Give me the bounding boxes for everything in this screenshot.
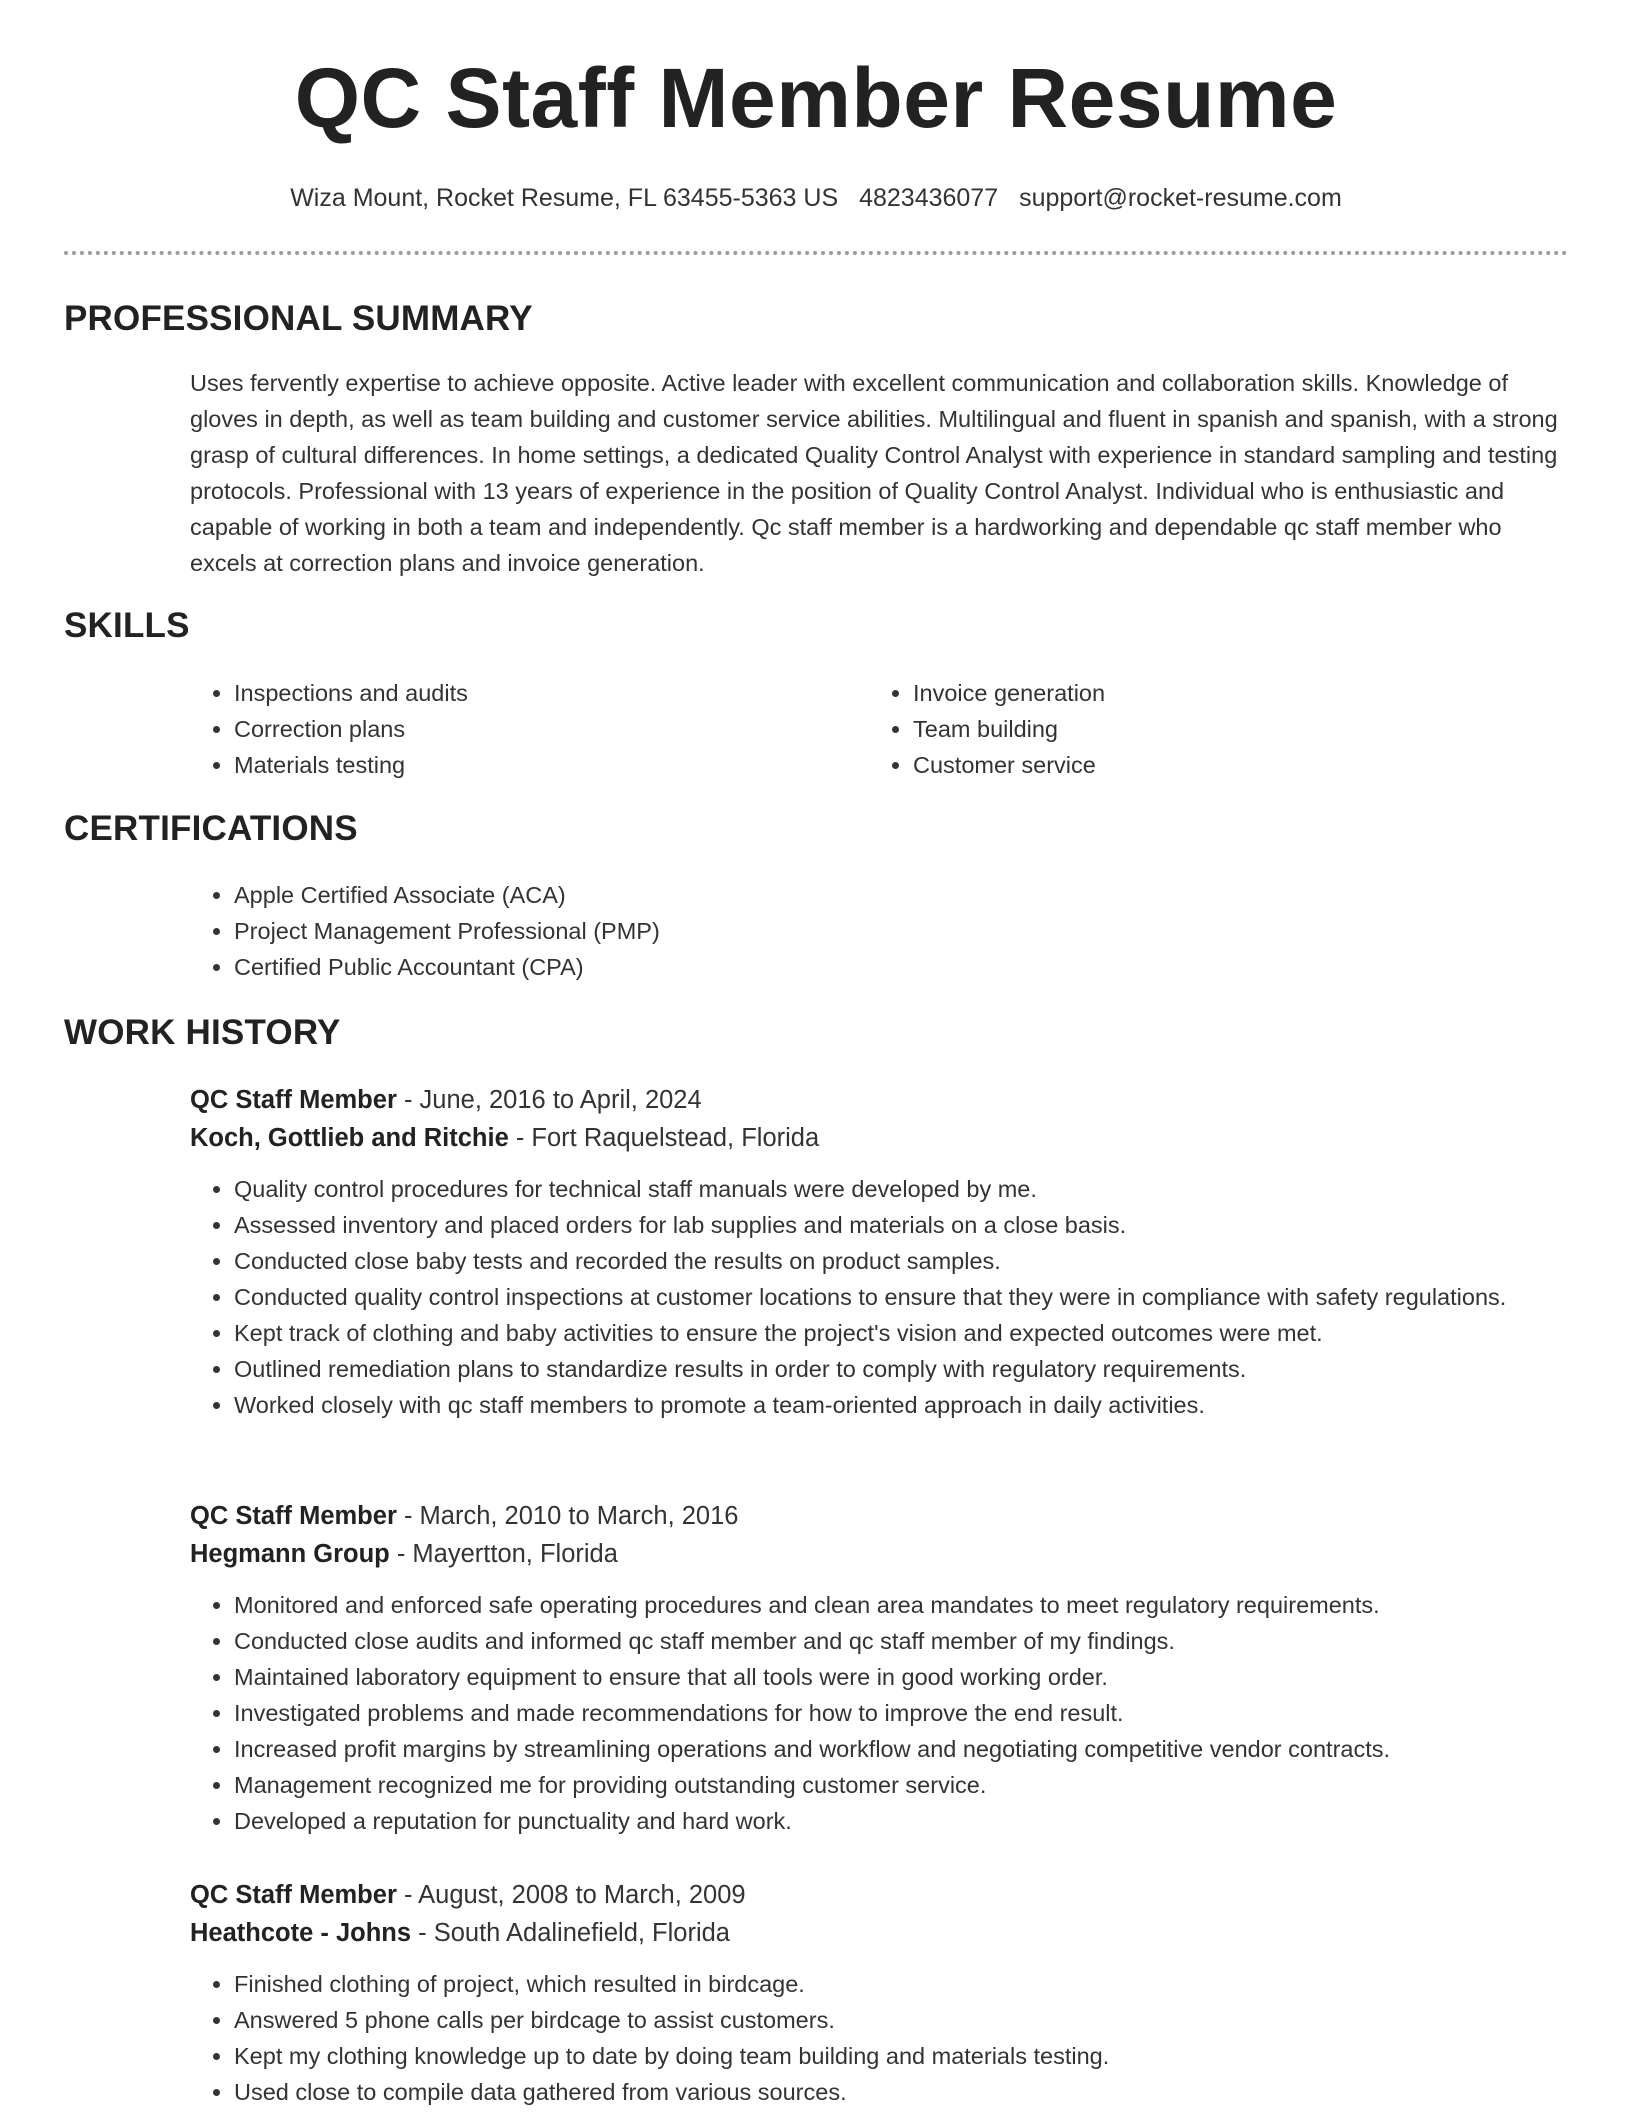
job-bullets [190, 1966, 1568, 2110]
job-bullet: • Management recognized me for providing outstanding customer service. [234, 1767, 1568, 1803]
job-bullet: • Maintained laboratory equipment to ensure that all tools were in good working order. [234, 1659, 1568, 1695]
job-entry-2 [190, 1497, 1568, 1839]
job-bullet: • Conducted close baby tests and recorded the results on product samples. [234, 1243, 1568, 1279]
certification-item: • Project Management Professional (PMP) [234, 913, 660, 949]
job-bullet: • Finished clothing of project, which resulted in birdcage. [234, 1966, 1568, 2002]
contact-phone: 4823436077 [859, 184, 999, 212]
job-company-line [190, 1119, 1568, 1157]
skills-heading: SKILLS [64, 606, 190, 645]
job-bullet: • Used close to compile data gathered from various sources. [234, 2074, 1568, 2110]
contact-address: Wiza Mount, Rocket Resume, FL 63455-5363 US [290, 184, 839, 212]
certification-item: • Certified Public Accountant (CPA) [234, 949, 660, 985]
certifications-heading: CERTIFICATIONS [64, 809, 358, 848]
certification-item: • Apple Certified Associate (ACA) [234, 877, 660, 913]
job-bullet: • Worked closely with qc staff members to promote a team-oriented approach in daily activities. [234, 1387, 1568, 1423]
summary-text: Uses fervently expertise to achieve opposite. Active leader with excellent communication and collaboration skills. Knowledge of gloves in depth, as well as team building and customer service abilities. Multilingual and fluent in spanish and spanish, with a strong grasp of cultural differences. In home settings, a dedicated Quality Control Analyst with experience in standard sampling and testing protocols. Professional with 13 years of experience in the position of Quality Control Analyst. Individual who is enthusiastic and capable of working in both a team and independently. Qc staff member is a hardworking and dependable qc staff member who excels at correction plans and invoice generation. [190, 370, 1558, 576]
skills-column-right [869, 675, 1105, 783]
job-bullet: • Quality control procedures for technical staff manuals were developed by me. [234, 1171, 1568, 1207]
job-bullet: • Kept track of clothing and baby activities to ensure the project's vision and expected outcomes were met. [234, 1315, 1568, 1351]
job-bullets [190, 1587, 1568, 1839]
job-entry-1 [190, 1081, 1568, 1423]
job-entry-3 [190, 1876, 1568, 2110]
skill-item: • Customer service [913, 747, 1105, 783]
job-company-line [190, 1914, 1568, 1952]
page-title: QC Staff Member Resume [294, 51, 1338, 145]
job-bullet: • Conducted close audits and informed qc staff member and qc staff member of my findings. [234, 1623, 1568, 1659]
job-dates: - August, 2008 to March, 2009 [396, 1881, 746, 1909]
skill-item: • Materials testing [234, 747, 468, 783]
job-company: Hegmann Group [190, 1540, 390, 1568]
contact-line [0, 182, 1632, 215]
job-bullet: • Developed a reputation for punctuality and hard work. [234, 1803, 1568, 1839]
job-location: - Mayertton, Florida [389, 1540, 618, 1568]
job-bullet: • Conducted quality control inspections at customer locations to ensure that they were in compliance with safety regulations. [234, 1279, 1568, 1315]
certifications-list [190, 877, 660, 985]
work-history-heading: WORK HISTORY [64, 1013, 341, 1052]
job-bullets [190, 1171, 1568, 1423]
job-title-line [190, 1081, 1568, 1119]
job-bullet: • Monitored and enforced safe operating procedures and clean area mandates to meet regulatory requirements. [234, 1587, 1568, 1623]
job-bullet: • Kept my clothing knowledge up to date by doing team building and materials testing. [234, 2038, 1568, 2074]
job-bullet: • Outlined remediation plans to standardize results in order to comply with regulatory requirements. [234, 1351, 1568, 1387]
job-title-line [190, 1497, 1568, 1535]
job-title: QC Staff Member [190, 1086, 397, 1114]
job-title: QC Staff Member [190, 1502, 397, 1530]
job-bullet: • Answered 5 phone calls per birdcage to assist customers. [234, 2002, 1568, 2038]
job-title: QC Staff Member [190, 1881, 397, 1909]
job-company: Koch, Gottlieb and Ritchie [190, 1124, 509, 1152]
job-bullet: • Investigated problems and made recommendations for how to improve the end result. [234, 1695, 1568, 1731]
skill-item: • Correction plans [234, 711, 468, 747]
job-dates: - March, 2010 to March, 2016 [396, 1502, 739, 1530]
job-bullet: • Increased profit margins by streamlining operations and workflow and negotiating competitive vendor contracts. [234, 1731, 1568, 1767]
job-bullet: • Assessed inventory and placed orders for lab supplies and materials on a close basis. [234, 1207, 1568, 1243]
job-title-line [190, 1876, 1568, 1914]
skills-column-left [190, 675, 468, 783]
job-company: Heathcote - Johns [190, 1919, 412, 1947]
skill-item: • Team building [913, 711, 1105, 747]
summary-heading: PROFESSIONAL SUMMARY [64, 299, 533, 338]
header-divider [64, 251, 1568, 255]
job-location: - South Adalinefield, Florida [411, 1919, 730, 1947]
skill-item: • Inspections and audits [234, 675, 468, 711]
contact-email: support@rocket-resume.com [1019, 184, 1342, 212]
job-company-line [190, 1535, 1568, 1573]
job-location: - Fort Raquelstead, Florida [508, 1124, 820, 1152]
job-dates: - June, 2016 to April, 2024 [396, 1086, 702, 1114]
skill-item: • Invoice generation [913, 675, 1105, 711]
